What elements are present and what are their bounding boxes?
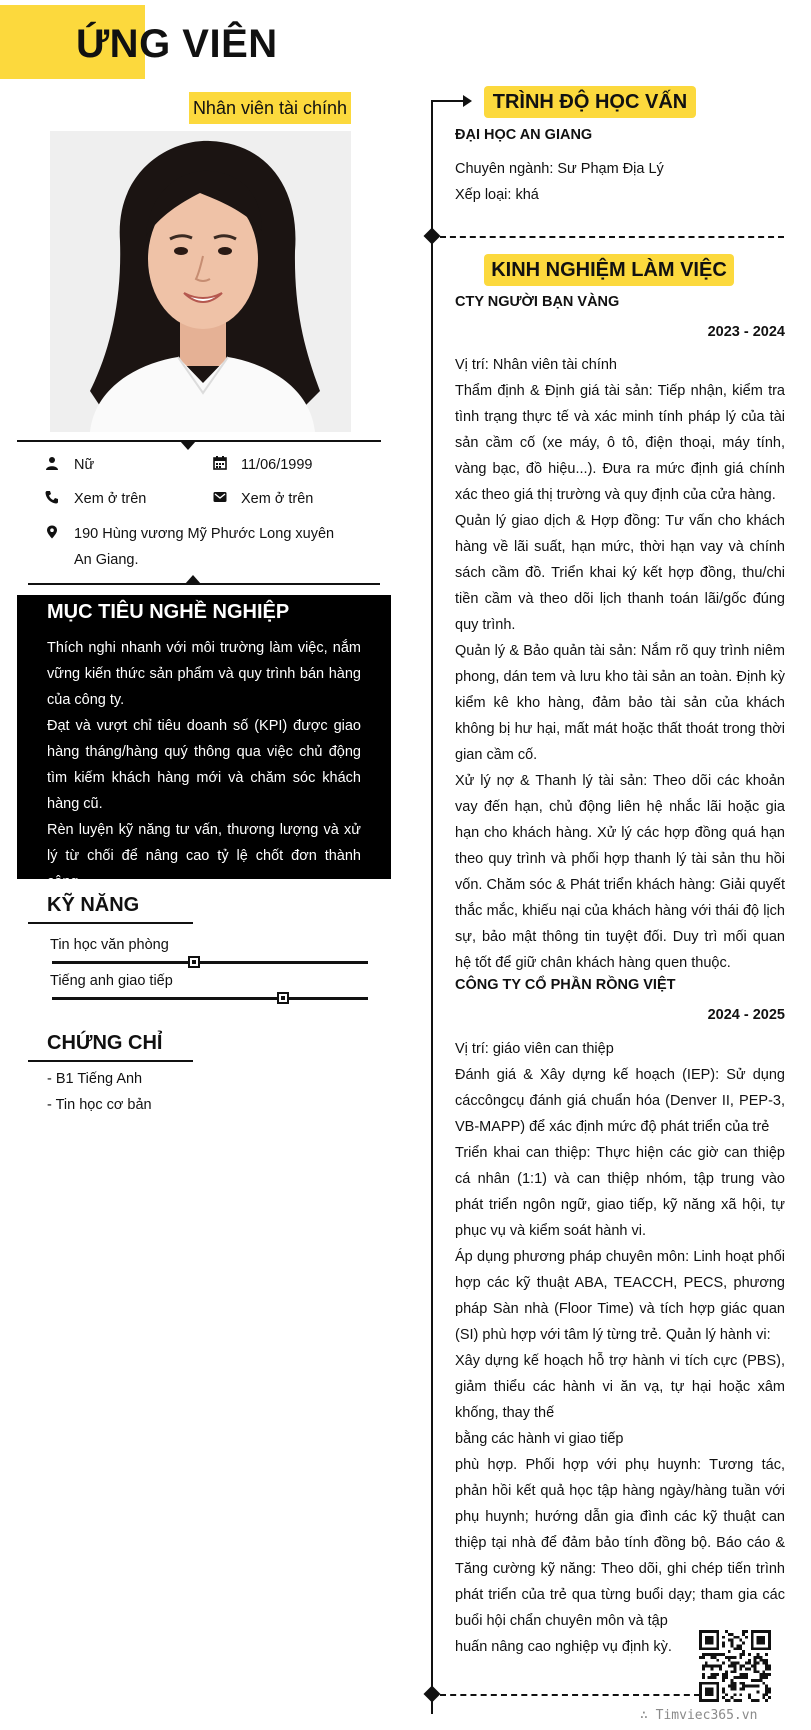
objective-title: MỤC TIÊU NGHỀ NGHIỆP: [47, 601, 290, 623]
experience-line: huấn nâng cao nghiệp vụ định kỳ.: [455, 1639, 672, 1655]
birthday-value: 11/06/1999: [241, 457, 313, 473]
gender-value: Nữ: [74, 457, 95, 473]
experience-company: CTY NGƯỜI BẠN VÀNG: [455, 294, 620, 310]
certificate-item: - B1 Tiếng Anh: [47, 1071, 143, 1087]
objective-paragraph: Thích nghi nhanh với môi trường làm việc, nắm vững kiến thức sản phẩm và quy trình bán hàng của công ty.: [47, 640, 361, 708]
job-title-badge: Nhân viên tài chính: [189, 92, 351, 124]
objective-text: [47, 635, 361, 895]
info-divider-top: [17, 440, 381, 442]
education-title: TRÌNH ĐỘ HỌC VẤN: [484, 86, 696, 118]
mail-icon: [213, 490, 227, 504]
experience-line: Đánh giá & Xây dựng kế hoạch (IEP): Sử dụng cáccôngcụ đánh giá chuẩn hóa (Denver II, PEP-3, VB-MAPP) để xác định mức độ phát triển của trẻ: [455, 1067, 785, 1135]
certificate-item: - Tin học cơ bản: [47, 1097, 152, 1113]
user-icon: [45, 456, 59, 470]
certificates-title-underline: [28, 1060, 193, 1062]
experience-period: 2023 - 2024: [707, 324, 785, 340]
phone-value: Xem ở trên: [74, 491, 147, 507]
address-line-1: 190 Hùng vương Mỹ Phước Long xuyên: [74, 526, 335, 542]
qr-code-icon: [699, 1630, 771, 1702]
objective-paragraph: Đạt và vượt chỉ tiêu doanh số (KPI) được giao hàng tháng/hàng quý thông qua việc chủ động tìm kiếm khách hàng mới và chăm sóc khách hàng cũ.: [47, 718, 361, 812]
timeline-dashed-divider: [440, 1694, 700, 1696]
experience-title: KINH NGHIỆM LÀM VIỆC: [484, 254, 734, 286]
education-school: ĐẠI HỌC AN GIANG: [455, 127, 593, 143]
objective-section: [17, 595, 391, 890]
experience-line: Vị trí: giáo viên can thiệp: [455, 1041, 614, 1057]
certificates-title: CHỨNG CHỈ: [47, 1032, 163, 1054]
phone-icon: [45, 490, 59, 504]
skill-track: [52, 961, 368, 964]
skill-track: [52, 997, 368, 1000]
skill-label: Tiếng anh giao tiếp: [50, 973, 173, 989]
skills-title: KỸ NĂNG: [47, 894, 140, 916]
experience-company: CÔNG TY CỔ PHẦN RỒNG VIỆT: [455, 977, 676, 993]
experience-line: Quản lý giao dịch & Hợp đồng: Tư vấn cho khách hàng về lãi suất, hạn mức, thời hạn vay và chính sách cầm đồ. Triển khai ký kết hợp đồng, thu/chi tiền cầm và theo dõi lịch thanh toán lãi/gốc đúng quy trình.: [455, 513, 785, 633]
timeline-line: [431, 100, 433, 1714]
timeline-arrow-right-icon: [463, 95, 472, 107]
skill-level-knob: [277, 992, 289, 1004]
experience-line: Triển khai can thiệp: Thực hiện các giờ can thiệp cá nhân (1:1) và can thiệp nhóm, tập trung vào phát triển ngôn ngữ, giao tiếp, kỹ năng xã hội, tự phục vụ và kiểm soát hành vi.: [455, 1145, 785, 1239]
experience-line: phù hợp. Phối hợp với phụ huynh: Tương tác, phản hồi kết quả học tập hàng ngày/hàng tuần với phụ huynh; hướng dẫn gia đình các kỹ thuật can thiệp tại nhà để đảm bảo tính đồng bộ. Báo cáo & Tăng cường kỹ năng: Theo dõi, ghi chép tiến trình phát triển của trẻ qua từng buổi dạy; tham gia các buổi hội chẩn chuyên môn và tập: [455, 1457, 785, 1629]
experience-line: Thẩm định & Định giá tài sản: Tiếp nhận, kiểm tra tình trạng thực tế và xác minh tính pháp lý của tài sản cầm cố (xe máy, ô tô, điện thoại, máy tính, vàng bạc, đồ hiệu...). Đưa ra mức định giá chính xác theo giá thị trường và quy định của cửa hàng.: [455, 383, 785, 503]
timeline-diamond-icon: [424, 1686, 441, 1703]
divider-arrow-down-icon: [180, 441, 196, 450]
profile-photo: [50, 131, 351, 432]
experience-line: bằng các hành vi giao tiếp: [455, 1431, 624, 1447]
skill-level-knob: [188, 956, 200, 968]
watermark: ∴ Timviec365.vn: [640, 1708, 758, 1723]
experience-line: Vị trí: Nhân viên tài chính: [455, 357, 617, 373]
timeline-top-connector: [431, 100, 467, 102]
skill-label: Tin học văn phòng: [50, 937, 169, 953]
candidate-name: ỨNG VIÊN: [76, 22, 278, 66]
timeline-diamond-icon: [424, 228, 441, 245]
experience-line: Xử lý nợ & Thanh lý tài sản: Theo dõi các khoản vay đến hạn, chủ động liên hệ nhắc lãi hoặc gia hạn cho khách hàng. Xử lý các hợp đồng quá hạn theo quy trình và phối hợp thanh lý tài sản thu hồi vốn. Chăm sóc & Phát triển khách hàng: Giải quyết thắc mắc, khiếu nại của khách hàng với thái độ lịch sự, bảo mật thông tin tuyệt đối. Duy trì mối quan hệ tốt để giữ chân khách hàng quen thuộc.: [455, 773, 785, 971]
skills-title-underline: [28, 922, 193, 924]
address-line-2: An Giang.: [74, 552, 139, 568]
experience-description: [455, 1036, 785, 1660]
experience-line: Xây dựng kế hoạch hỗ trợ hành vi tích cực (PBS), giảm thiểu các hành vi ăn vạ, tự hại hoặc xâm khống, thay thế: [455, 1353, 785, 1421]
experience-line: Áp dụng phương pháp chuyên môn: Linh hoạt phối hợp các kỹ thuật ABA, TEACCH, PECS, phương pháp Sàn nhà (Floor Time) và tích hợp giác quan (SI) phù hợp với tâm lý từng trẻ. Quản lý hành vi:: [455, 1249, 785, 1343]
experience-period: 2024 - 2025: [707, 1007, 785, 1023]
email-value: Xem ở trên: [241, 491, 314, 507]
experience-description: [455, 352, 785, 976]
education-grade: Xếp loại: khá: [455, 187, 539, 203]
info-divider-bottom: [28, 583, 380, 585]
calendar-icon: [213, 456, 227, 470]
objective-paragraph: Rèn luyện kỹ năng tư vấn, thương lượng và xử lý từ chối để nâng cao tỷ lệ chốt đơn thành công.: [47, 822, 361, 890]
location-pin-icon: [45, 525, 59, 539]
experience-line: Quản lý & Bảo quản tài sản: Nắm rõ quy trình niêm phong, dán tem và lưu kho tài sản an toàn. Định kỳ kiểm kê kho hàng, đảm bảo tài sản của khách không bị hư hại, mất mát hoặc thất thoát trong thời gian cầm cố.: [455, 643, 785, 763]
divider-arrow-up-icon: [185, 575, 201, 584]
timeline-dashed-divider: [440, 236, 784, 238]
education-major: Chuyên ngành: Sư Phạm Địa Lý: [455, 161, 664, 177]
